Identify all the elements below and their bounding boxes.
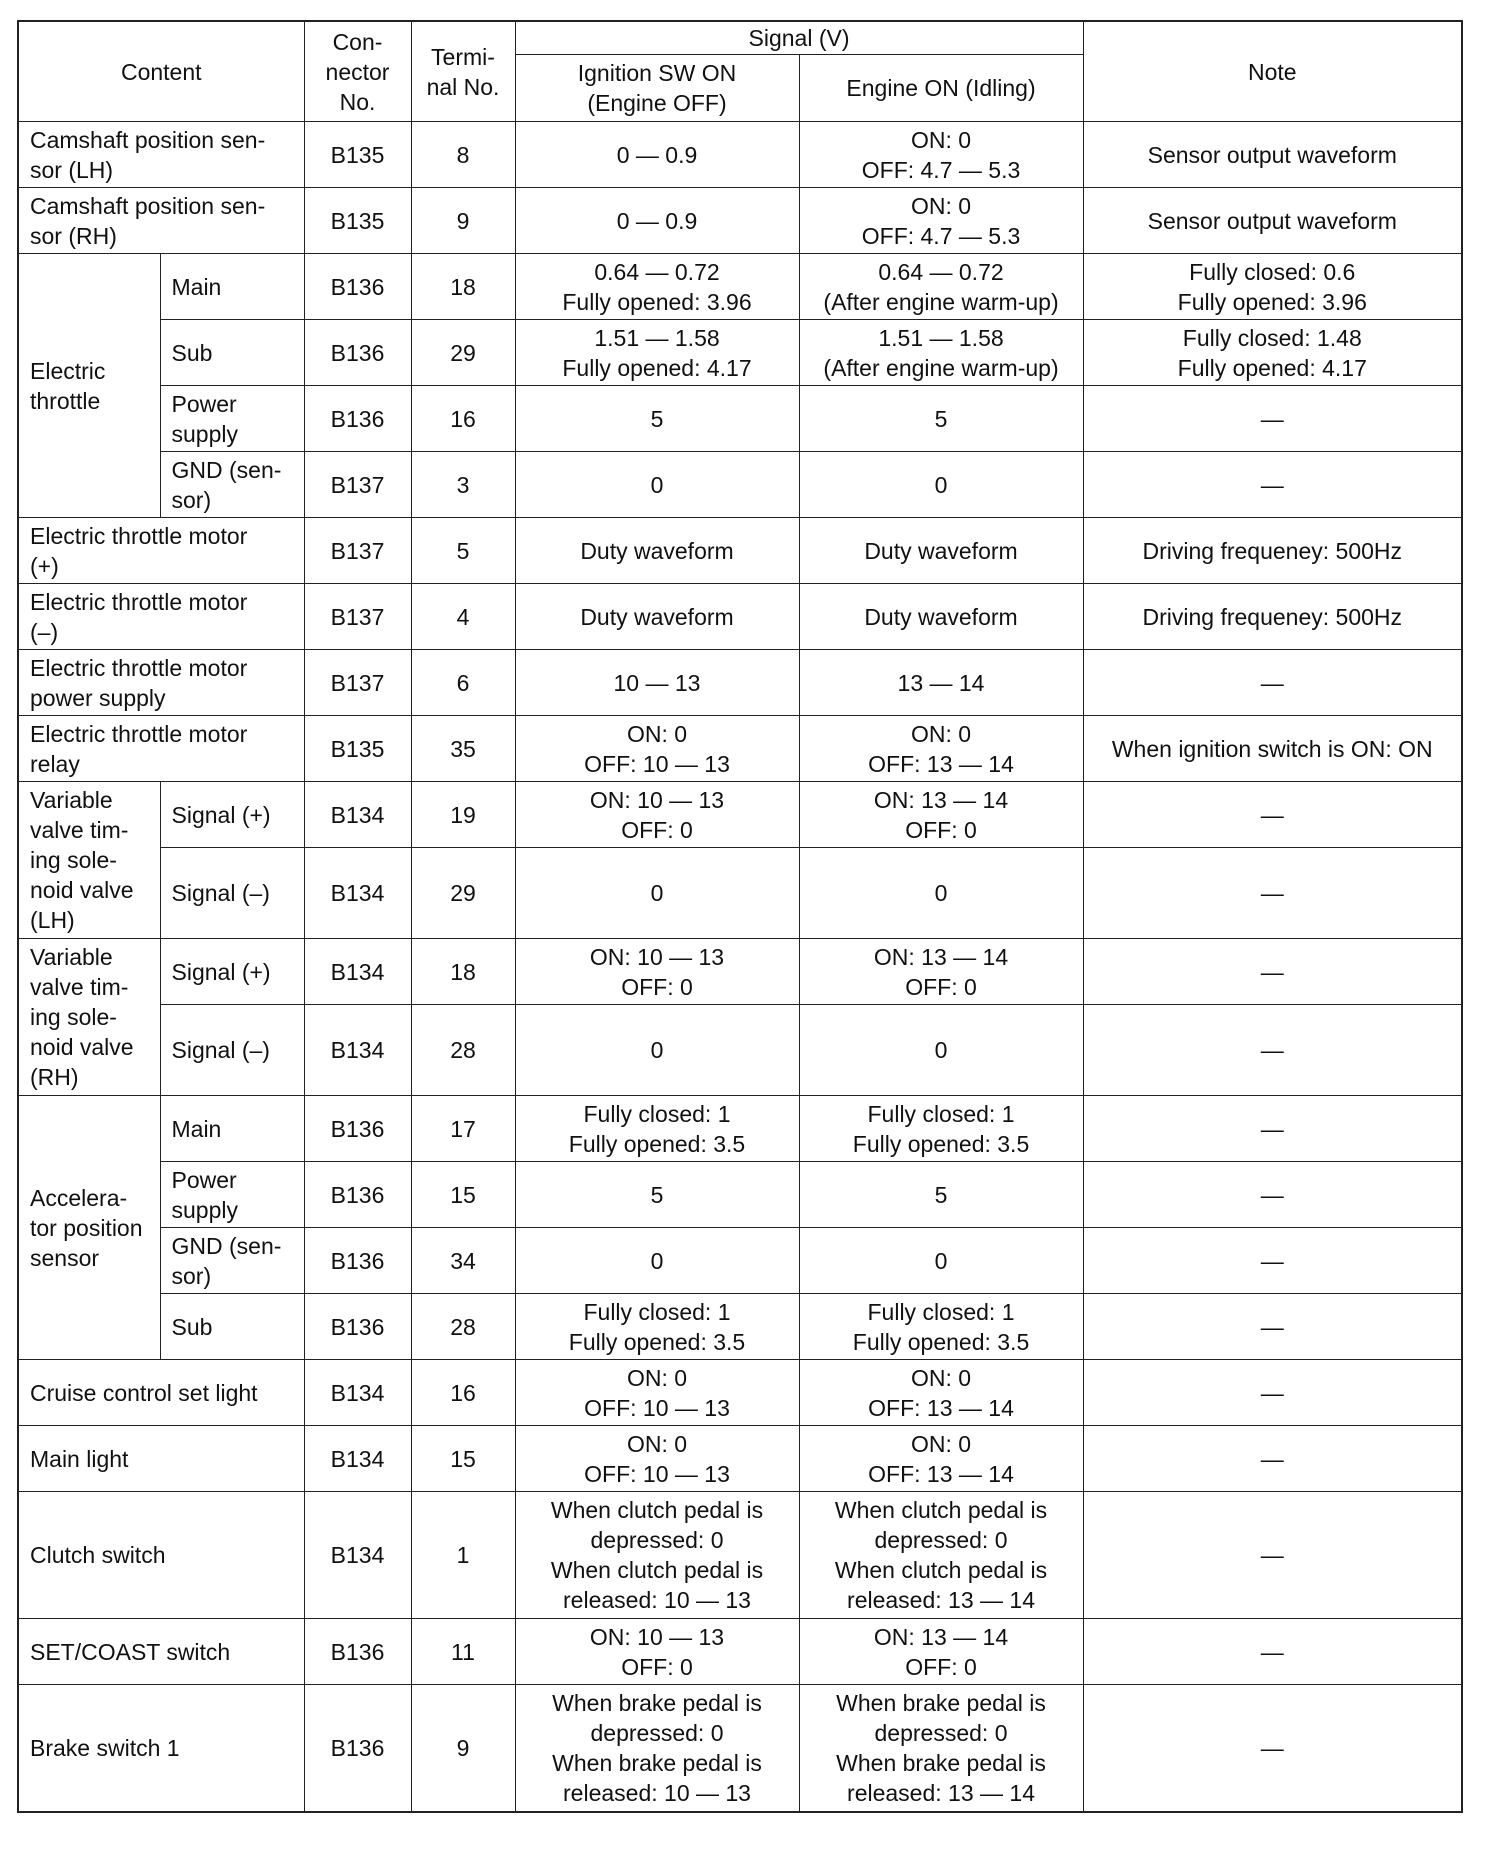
cell-connector: B134 <box>304 1492 411 1619</box>
table-row <box>18 650 1462 716</box>
cell-terminal: 16 <box>411 1360 515 1426</box>
cell-content: SET/COAST switch <box>18 1619 304 1685</box>
cell-connector: B134 <box>304 1005 411 1096</box>
cell-note: — <box>1083 1685 1462 1812</box>
table-row <box>18 1294 1462 1360</box>
cell-ignition: Duty waveform <box>515 518 799 584</box>
cell-note: — <box>1083 1162 1462 1228</box>
cell-engine: 0 <box>799 1005 1083 1096</box>
cell-engine: Duty waveform <box>799 518 1083 584</box>
cell-terminal: 8 <box>411 122 515 188</box>
cell-note: — <box>1083 1228 1462 1294</box>
cell-content: Electric throttle motor power supply <box>18 650 304 716</box>
cell-engine: 1.51 — 1.58 (After engine warm-up) <box>799 320 1083 386</box>
cell-connector: B136 <box>304 1685 411 1812</box>
table-row <box>18 848 1462 939</box>
table-row <box>18 1228 1462 1294</box>
cell-connector: B137 <box>304 584 411 650</box>
cell-sub: Signal (–) <box>160 848 304 939</box>
cell-connector: B135 <box>304 188 411 254</box>
cell-connector: B134 <box>304 848 411 939</box>
header-engine: Engine ON (Idling) <box>799 55 1083 122</box>
cell-sub: Signal (–) <box>160 1005 304 1096</box>
cell-content: Electric throttle motor (+) <box>18 518 304 584</box>
cell-note: — <box>1083 1360 1462 1426</box>
cell-terminal: 29 <box>411 848 515 939</box>
cell-terminal: 11 <box>411 1619 515 1685</box>
cell-ignition: 0 <box>515 452 799 518</box>
table-row <box>18 782 1462 848</box>
cell-note: — <box>1083 1426 1462 1492</box>
cell-connector: B136 <box>304 1294 411 1360</box>
cell-engine: ON: 0 OFF: 13 — 14 <box>799 716 1083 782</box>
cell-engine: 5 <box>799 386 1083 452</box>
cell-ignition: 5 <box>515 1162 799 1228</box>
cell-ignition: 10 — 13 <box>515 650 799 716</box>
cell-engine: Fully closed: 1 Fully opened: 3.5 <box>799 1294 1083 1360</box>
cell-terminal: 35 <box>411 716 515 782</box>
cell-content: Electric throttle motor relay <box>18 716 304 782</box>
header-row-1 <box>18 21 1462 55</box>
table-row <box>18 1162 1462 1228</box>
table-row <box>18 452 1462 518</box>
cell-note: Fully closed: 0.6 Fully opened: 3.96 <box>1083 254 1462 320</box>
cell-group: Variable valve tim- ing sole- noid valve (LH) <box>18 782 160 939</box>
cell-note: Sensor output waveform <box>1083 188 1462 254</box>
header-signal: Signal (V) <box>515 21 1083 55</box>
cell-ignition: 0 <box>515 1228 799 1294</box>
table-row <box>18 1005 1462 1096</box>
cell-terminal: 28 <box>411 1294 515 1360</box>
cell-note: When ignition switch is ON: ON <box>1083 716 1462 782</box>
cell-ignition: 0 — 0.9 <box>515 188 799 254</box>
table-row <box>18 1685 1462 1812</box>
cell-group: Accelera- tor position sensor <box>18 1096 160 1360</box>
cell-ignition: 0.64 — 0.72 Fully opened: 3.96 <box>515 254 799 320</box>
cell-engine: 13 — 14 <box>799 650 1083 716</box>
cell-sub: Power supply <box>160 1162 304 1228</box>
table-row <box>18 1360 1462 1426</box>
cell-terminal: 5 <box>411 518 515 584</box>
cell-note: — <box>1083 650 1462 716</box>
cell-ignition: When brake pedal is depressed: 0 When brake pedal is released: 10 — 13 <box>515 1685 799 1812</box>
cell-connector: B134 <box>304 782 411 848</box>
cell-ignition: ON: 0 OFF: 10 — 13 <box>515 1426 799 1492</box>
cell-content: Brake switch 1 <box>18 1685 304 1812</box>
table-row <box>18 584 1462 650</box>
cell-note: — <box>1083 1096 1462 1162</box>
cell-note: — <box>1083 939 1462 1005</box>
cell-ignition: Fully closed: 1 Fully opened: 3.5 <box>515 1294 799 1360</box>
cell-ignition: Duty waveform <box>515 584 799 650</box>
cell-terminal: 1 <box>411 1492 515 1619</box>
cell-note: Sensor output waveform <box>1083 122 1462 188</box>
cell-group: Variable valve tim- ing sole- noid valve (RH) <box>18 939 160 1096</box>
cell-terminal: 19 <box>411 782 515 848</box>
cell-note: Driving frequeney: 500Hz <box>1083 584 1462 650</box>
cell-sub: Main <box>160 254 304 320</box>
cell-connector: B136 <box>304 1096 411 1162</box>
cell-terminal: 17 <box>411 1096 515 1162</box>
table-row <box>18 1492 1462 1619</box>
cell-connector: B136 <box>304 1619 411 1685</box>
cell-connector: B136 <box>304 254 411 320</box>
cell-ignition: 0 — 0.9 <box>515 122 799 188</box>
cell-terminal: 18 <box>411 939 515 1005</box>
table-row <box>18 188 1462 254</box>
cell-terminal: 28 <box>411 1005 515 1096</box>
cell-ignition: ON: 0 OFF: 10 — 13 <box>515 716 799 782</box>
cell-engine: 0.64 — 0.72 (After engine warm-up) <box>799 254 1083 320</box>
cell-content: Cruise control set light <box>18 1360 304 1426</box>
cell-ignition: ON: 10 — 13 OFF: 0 <box>515 939 799 1005</box>
cell-connector: B134 <box>304 1360 411 1426</box>
cell-ignition: 0 <box>515 1005 799 1096</box>
table-row <box>18 386 1462 452</box>
cell-content: Electric throttle motor (–) <box>18 584 304 650</box>
cell-content: Camshaft position sen- sor (RH) <box>18 188 304 254</box>
table-row <box>18 320 1462 386</box>
cell-ignition: 5 <box>515 386 799 452</box>
cell-connector: B135 <box>304 122 411 188</box>
cell-sub: Signal (+) <box>160 939 304 1005</box>
table-row <box>18 1619 1462 1685</box>
header-terminal: Termi- nal No. <box>411 21 515 122</box>
cell-engine: ON: 0 OFF: 13 — 14 <box>799 1426 1083 1492</box>
cell-sub: Sub <box>160 320 304 386</box>
cell-engine: ON: 13 — 14 OFF: 0 <box>799 939 1083 1005</box>
cell-connector: B137 <box>304 452 411 518</box>
cell-terminal: 9 <box>411 188 515 254</box>
cell-connector: B136 <box>304 1228 411 1294</box>
cell-engine: 0 <box>799 1228 1083 1294</box>
signal-table <box>17 20 1463 1813</box>
cell-note: — <box>1083 782 1462 848</box>
cell-engine: ON: 13 — 14 OFF: 0 <box>799 782 1083 848</box>
cell-engine: ON: 0 OFF: 13 — 14 <box>799 1360 1083 1426</box>
cell-note: — <box>1083 1619 1462 1685</box>
cell-ignition: Fully closed: 1 Fully opened: 3.5 <box>515 1096 799 1162</box>
cell-engine: ON: 0 OFF: 4.7 — 5.3 <box>799 122 1083 188</box>
cell-content: Camshaft position sen- sor (LH) <box>18 122 304 188</box>
cell-engine: 0 <box>799 452 1083 518</box>
cell-note: Fully closed: 1.48 Fully opened: 4.17 <box>1083 320 1462 386</box>
cell-note: — <box>1083 848 1462 939</box>
table-row <box>18 122 1462 188</box>
cell-ignition: 0 <box>515 848 799 939</box>
cell-sub: GND (sen- sor) <box>160 452 304 518</box>
table-row <box>18 518 1462 584</box>
cell-connector: B136 <box>304 1162 411 1228</box>
cell-sub: Power supply <box>160 386 304 452</box>
cell-terminal: 15 <box>411 1162 515 1228</box>
cell-connector: B136 <box>304 386 411 452</box>
cell-terminal: 29 <box>411 320 515 386</box>
cell-note: — <box>1083 1294 1462 1360</box>
cell-engine: Fully closed: 1 Fully opened: 3.5 <box>799 1096 1083 1162</box>
cell-content: Main light <box>18 1426 304 1492</box>
cell-terminal: 15 <box>411 1426 515 1492</box>
cell-ignition: ON: 0 OFF: 10 — 13 <box>515 1360 799 1426</box>
cell-ignition: ON: 10 — 13 OFF: 0 <box>515 782 799 848</box>
cell-note: Driving frequeney: 500Hz <box>1083 518 1462 584</box>
cell-engine: 0 <box>799 848 1083 939</box>
table-row <box>18 716 1462 782</box>
cell-terminal: 18 <box>411 254 515 320</box>
header-connector: Con- nector No. <box>304 21 411 122</box>
cell-connector: B137 <box>304 650 411 716</box>
cell-terminal: 4 <box>411 584 515 650</box>
cell-ignition: ON: 10 — 13 OFF: 0 <box>515 1619 799 1685</box>
cell-note: — <box>1083 1005 1462 1096</box>
cell-connector: B137 <box>304 518 411 584</box>
cell-engine: 5 <box>799 1162 1083 1228</box>
cell-terminal: 16 <box>411 386 515 452</box>
cell-sub: Signal (+) <box>160 782 304 848</box>
cell-connector: B134 <box>304 939 411 1005</box>
cell-terminal: 3 <box>411 452 515 518</box>
cell-ignition: 1.51 — 1.58 Fully opened: 4.17 <box>515 320 799 386</box>
cell-connector: B134 <box>304 1426 411 1492</box>
cell-engine: ON: 13 — 14 OFF: 0 <box>799 1619 1083 1685</box>
signal-table-sheet <box>17 20 1461 1813</box>
table-row <box>18 939 1462 1005</box>
cell-ignition: When clutch pedal is depressed: 0 When clutch pedal is released: 10 — 13 <box>515 1492 799 1619</box>
cell-note: — <box>1083 386 1462 452</box>
cell-group: Electric throttle <box>18 254 160 518</box>
table-row <box>18 1426 1462 1492</box>
header-ignition: Ignition SW ON (Engine OFF) <box>515 55 799 122</box>
cell-note: — <box>1083 1492 1462 1619</box>
cell-content: Clutch switch <box>18 1492 304 1619</box>
table-row <box>18 254 1462 320</box>
cell-connector: B136 <box>304 320 411 386</box>
cell-connector: B135 <box>304 716 411 782</box>
cell-sub: Main <box>160 1096 304 1162</box>
cell-engine: ON: 0 OFF: 4.7 — 5.3 <box>799 188 1083 254</box>
header-note: Note <box>1083 21 1462 122</box>
header-content: Content <box>18 21 304 122</box>
cell-terminal: 34 <box>411 1228 515 1294</box>
cell-sub: Sub <box>160 1294 304 1360</box>
cell-engine: Duty waveform <box>799 584 1083 650</box>
cell-engine: When clutch pedal is depressed: 0 When clutch pedal is released: 13 — 14 <box>799 1492 1083 1619</box>
cell-terminal: 9 <box>411 1685 515 1812</box>
cell-note: — <box>1083 452 1462 518</box>
cell-sub: GND (sen- sor) <box>160 1228 304 1294</box>
cell-engine: When brake pedal is depressed: 0 When brake pedal is released: 13 — 14 <box>799 1685 1083 1812</box>
table-row <box>18 1096 1462 1162</box>
cell-terminal: 6 <box>411 650 515 716</box>
